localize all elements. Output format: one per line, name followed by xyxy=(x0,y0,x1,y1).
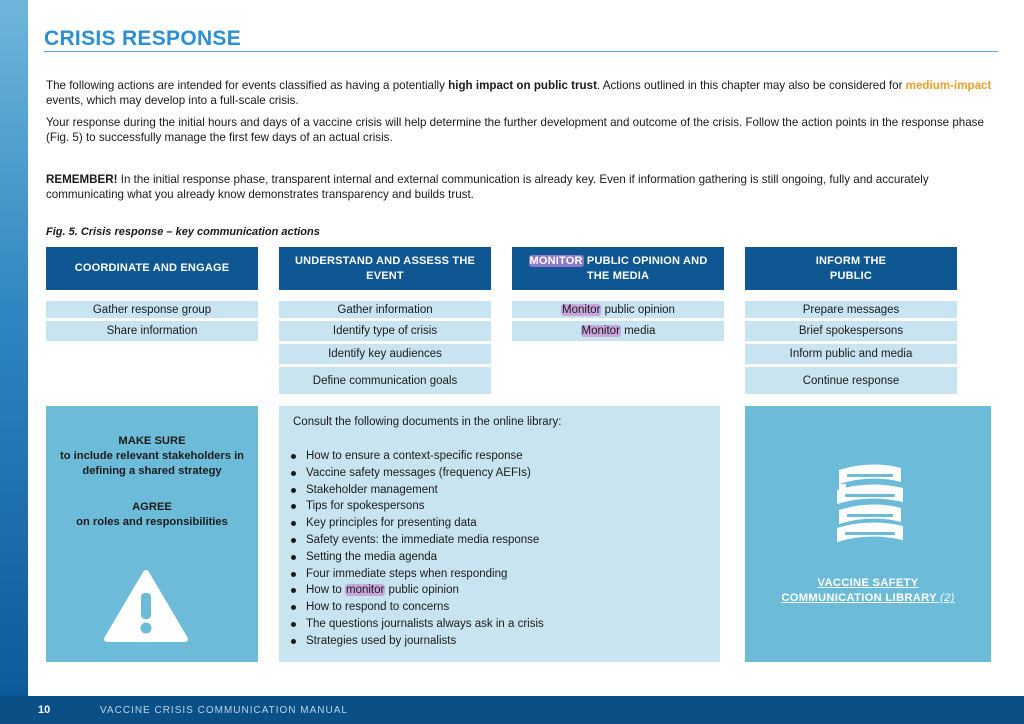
action-inform-public-and-media: Inform public and media xyxy=(745,344,957,364)
library-link[interactable]: VACCINE SAFETY COMMUNICATION LIBRARY (2) xyxy=(781,577,955,604)
library-intro: Consult the following documents in the online library: xyxy=(293,416,562,428)
library-doc[interactable]: The questions journalists always ask in a crisis xyxy=(291,616,544,633)
library-doc[interactable]: Tips for spokespersons xyxy=(291,498,544,515)
action-gather-response-group: Gather response group xyxy=(46,301,258,318)
figure-caption: Fig. 5. Crisis response – key communication actions xyxy=(46,226,320,238)
warning-icon xyxy=(103,569,189,643)
remember-paragraph: REMEMBER! In the initial response phase, transparent internal and external communication is already key. Even if information gathering is still ongoing, fully and accurately communicating what you already know demonstrates transparency and builds trust. xyxy=(46,173,929,201)
library-doc[interactable]: Four immediate steps when responding xyxy=(291,566,544,583)
action-continue-response: Continue response xyxy=(745,367,957,394)
library-doc[interactable]: How to respond to concerns xyxy=(291,599,544,616)
manual-title: VACCINE CRISIS COMMUNICATION MANUAL xyxy=(100,704,348,716)
agree-text: AGREE on roles and responsibilities xyxy=(76,501,228,528)
action-prepare-messages: Prepare messages xyxy=(745,301,957,318)
action-identify-type-of-crisis: Identify type of crisis xyxy=(279,321,491,341)
column-heading-coordinate: COORDINATE AND ENGAGE xyxy=(46,247,258,290)
library-doc[interactable]: Stakeholder management xyxy=(291,482,544,499)
footer xyxy=(0,696,1024,724)
action-identify-key-audiences: Identify key audiences xyxy=(279,344,491,364)
make-sure-text: MAKE SURE to include relevant stakeholders in defining a shared strategy xyxy=(59,435,245,477)
page-title: CRISIS RESPONSE xyxy=(44,27,242,50)
library-doc[interactable]: Safety events: the immediate media response xyxy=(291,532,544,549)
intro-paragraph-1: The following actions are intended for events classified as having a potentially high impact on public trust. Actions outlined in this chapter may also be considered for medium-impact events, which may develop into a full-scale crisis. xyxy=(46,79,992,107)
library-link-panel xyxy=(745,406,991,662)
intro-paragraph-2: Your response during the initial hours and days of a vaccine crisis will help determine the further development and outcome of the crisis. Follow the action points in the response phase (Fig. 5) to successfully manage the first few days of an actual crisis. xyxy=(46,116,984,144)
title-divider xyxy=(44,51,998,52)
column-heading-monitor: MONITOR PUBLIC OPINION AND THE MEDIA xyxy=(512,247,724,290)
library-doc[interactable]: Strategies used by journalists xyxy=(291,633,544,650)
library-document-list xyxy=(291,448,544,650)
action-share-information: Share information xyxy=(46,321,258,341)
action-gather-information: Gather information xyxy=(279,301,491,318)
action-monitor-media: Monitor media xyxy=(512,321,724,341)
side-band xyxy=(0,0,28,696)
column-heading-understand: UNDERSTAND AND ASSESS THE EVENT xyxy=(279,247,491,290)
library-doc[interactable]: How to ensure a context-specific response xyxy=(291,448,544,465)
library-doc[interactable]: Key principles for presenting data xyxy=(291,515,544,532)
action-monitor-public-opinion: Monitor public opinion xyxy=(512,301,724,318)
action-define-communication-goals: Define communication goals xyxy=(279,367,491,394)
column-heading-inform: INFORM THE PUBLIC xyxy=(745,247,957,290)
page-number: 10 xyxy=(38,704,51,716)
library-doc[interactable]: How to monitor public opinion xyxy=(291,582,544,599)
books-icon xyxy=(831,458,909,544)
library-documents-panel xyxy=(279,406,720,662)
library-doc[interactable]: Setting the media agenda xyxy=(291,549,544,566)
action-brief-spokespersons: Brief spokespersons xyxy=(745,321,957,341)
library-doc[interactable]: Vaccine safety messages (frequency AEFIs) xyxy=(291,465,544,482)
make-sure-panel xyxy=(46,406,258,662)
